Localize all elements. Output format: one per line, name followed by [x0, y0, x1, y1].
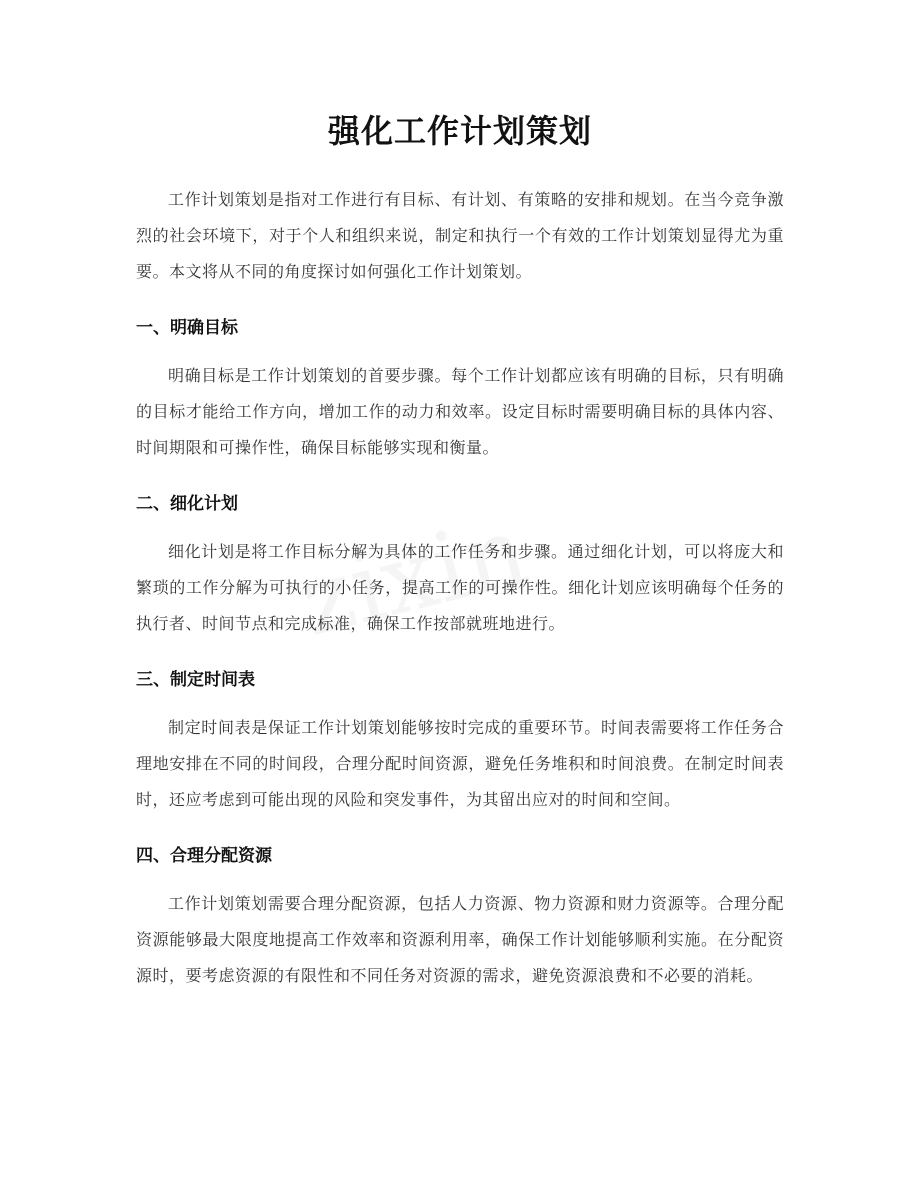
section-body-1: 明确目标是工作计划策划的首要步骤。每个工作计划都应该有明确的目标，只有明确的目标才能给工作方向，增加工作的动力和效率。设定目标时需要明确目标的具体内容、时间期限和可操作性，确保目标能够实现和衡量。	[136, 366, 784, 457]
document-body	[136, 182, 784, 994]
intro-paragraph: 工作计划策划是指对工作进行有目标、有计划、有策略的安排和规划。在当今竞争激烈的社会环境下，对于个人和组织来说，制定和执行一个有效的工作计划策划显得尤为重要。本文将从不同的角度探讨如何强化工作计划策划。	[136, 190, 784, 281]
section-body-4: 工作计划策划需要合理分配资源，包括人力资源、物力资源和财力资源等。合理分配资源能够最大限度地提高工作效率和资源利用率，确保工作计划能够顺利实施。在分配资源时，要考虑资源的有限性和不同任务对资源的需求，避免资源浪费和不必要的消耗。	[136, 894, 784, 985]
section-heading-2: 二、细化计划	[136, 494, 238, 514]
section-heading-1: 一、明确目标	[136, 318, 238, 338]
section-body-3: 制定时间表是保证工作计划策划能够按时完成的重要环节。时间表需要将工作任务合理地安排在不同的时间段，合理分配时间资源，避免任务堆积和时间浪费。在制定时间表时，还应考虑到可能出现的风险和突发事件，为其留出应对的时间和空间。	[136, 718, 784, 809]
section-heading-4: 四、合理分配资源	[136, 846, 272, 866]
section-body-2: 细化计划是将工作目标分解为具体的工作任务和步骤。通过细化计划，可以将庞大和繁琐的工作分解为可执行的小任务，提高工作的可操作性。细化计划应该明确每个任务的执行者、时间节点和完成标准，确保工作按部就班地进行。	[136, 542, 784, 633]
section-heading-3: 三、制定时间表	[136, 670, 255, 690]
document-title: 强化工作计划策划	[327, 112, 592, 150]
